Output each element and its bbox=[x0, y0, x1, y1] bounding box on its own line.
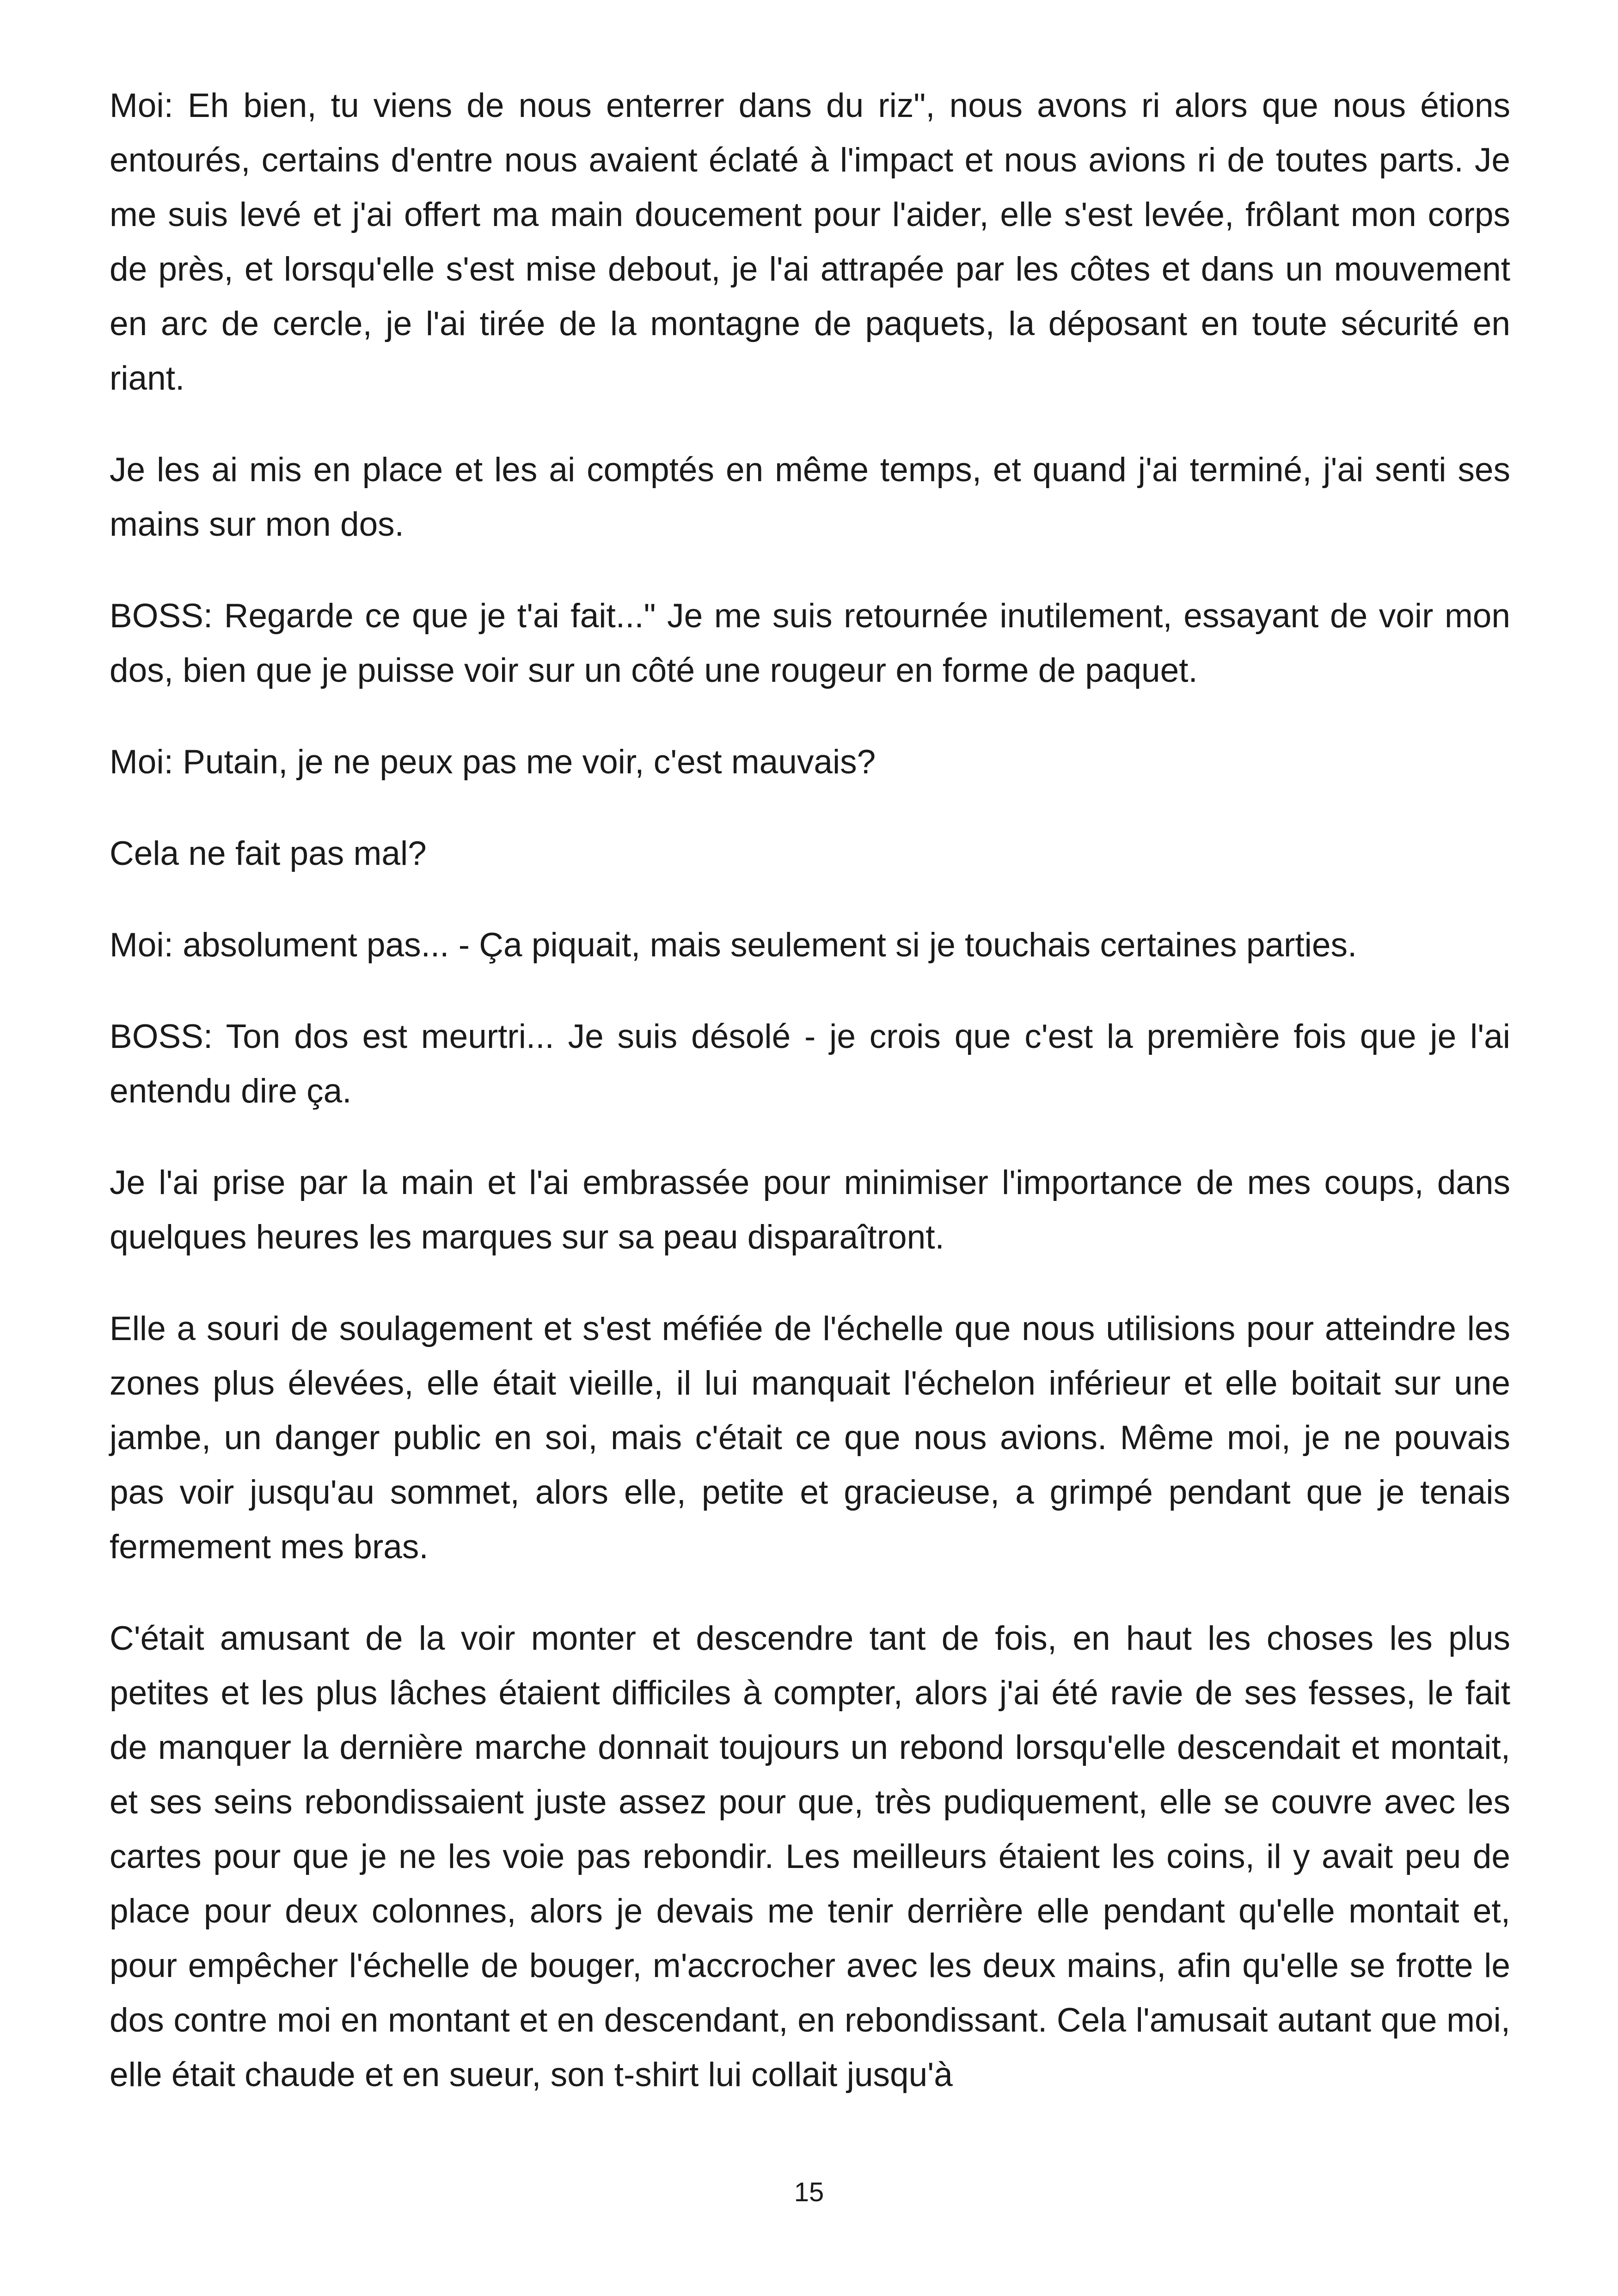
paragraph: Je les ai mis en place et les ai comptés en même temps, et quand j'ai terminé, j'ai senti ses mains sur mon dos. bbox=[110, 451, 1510, 543]
paragraph: Je l'ai prise par la main et l'ai embrassée pour minimiser l'importance de mes coups, dans quelques heures les marques sur sa peau disparaîtront. bbox=[110, 1164, 1510, 1256]
paragraph: Moi: Putain, je ne peux pas me voir, c'est mauvais? bbox=[110, 743, 876, 781]
paragraph: Moi: Eh bien, tu viens de nous enterrer dans du riz", nous avons ri alors que nous étions entourés, certains d'entre nous avaient éclaté à l'impact et nous avions ri de toutes parts. Je me suis levé et j'ai offert ma main doucement pour l'aider, elle s'est levée, frôlant mon corps de près, et lorsqu'elle s'est mise debout, je l'ai attrapée par les côtes et dans un mouvement en arc de cercle, je l'ai tirée de la montagne de paquets, la déposant en toute sécurité en riant. bbox=[110, 87, 1510, 397]
paragraph: BOSS: Ton dos est meurtri... Je suis désolé - je crois que c'est la première fois que je l'ai entendu dire ça. bbox=[110, 1018, 1510, 1110]
paragraph: Cela ne fait pas mal? bbox=[110, 835, 427, 872]
text-body bbox=[110, 79, 1510, 2139]
page-number: 15 bbox=[794, 2177, 824, 2207]
paragraph: BOSS: Regarde ce que je t'ai fait..." Je me suis retournée inutilement, essayant de voir mon dos, bien que je puisse voir sur un côté une rougeur en forme de paquet. bbox=[110, 597, 1510, 689]
paragraph: Moi: absolument pas... - Ça piquait, mais seulement si je touchais certaines parties. bbox=[110, 926, 1357, 964]
paragraph: Elle a souri de soulagement et s'est méfiée de l'échelle que nous utilisions pour atteindre les zones plus élevées, elle était vieille, il lui manquait l'échelon inférieur et elle boitait sur une jambe, un danger public en soi, mais c'était ce que nous avions. Même moi, je ne pouvais pas voir jusqu'au sommet, alors elle, petite et gracieuse, a grimpé pendant que je tenais fermement mes bras. bbox=[110, 1310, 1510, 1566]
paragraph: C'était amusant de la voir monter et descendre tant de fois, en haut les choses les plus petites et les plus lâches étaient difficiles à compter, alors j'ai été ravie de ses fesses, le fait de manquer la dernière marche donnait toujours un rebond lorsqu'elle descendait et montait, et ses seins rebondissaient juste assez pour que, très pudiquement, elle se couvre avec les cartes pour que je ne les voie pas rebondir. Les meilleurs étaient les coins, il y avait peu de place pour deux colonnes, alors je devais me tenir derrière elle pendant qu'elle montait et, pour empêcher l'échelle de bouger, m'accrocher avec les deux mains, afin qu'elle se frotte le dos contre moi en montant et en descendant, en rebondissant. Cela l'amusait autant que moi, elle était chaude et en sueur, son t-shirt lui collait jusqu'à bbox=[110, 1620, 1510, 2094]
